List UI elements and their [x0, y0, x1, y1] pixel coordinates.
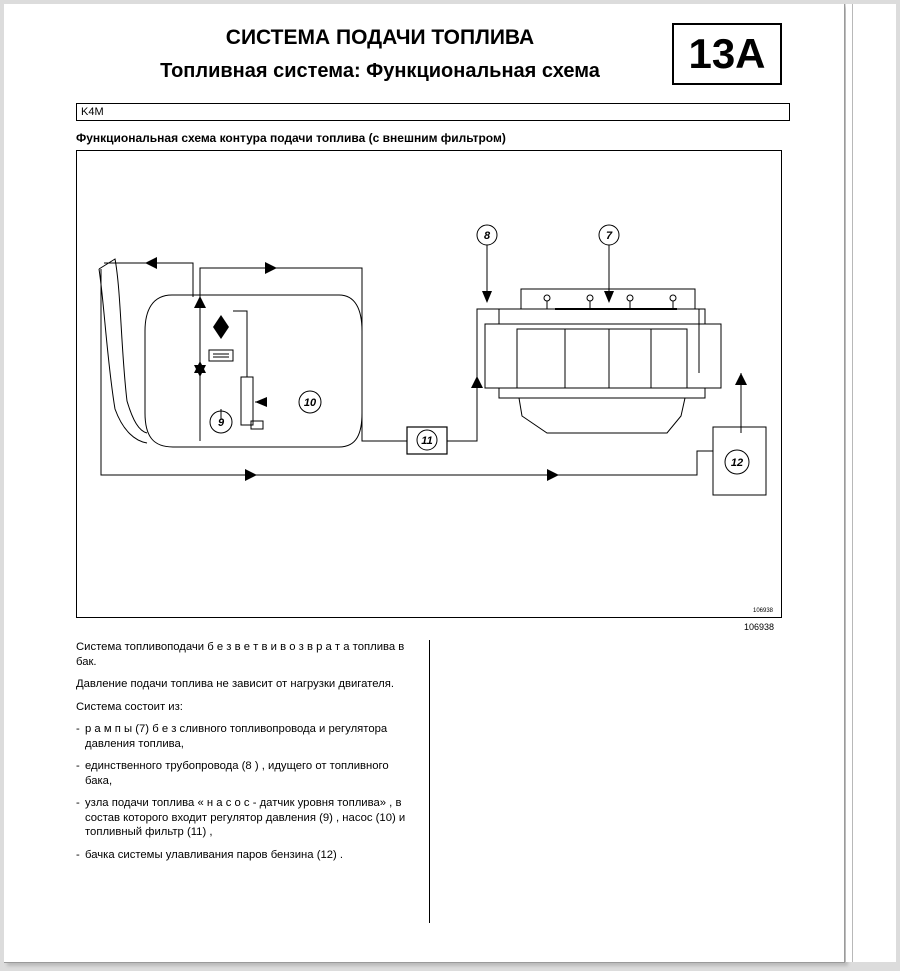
list-item-text: р а м п ы (7) б е з сливного топливопровода и регулятора давления топлива, [85, 723, 388, 750]
column-divider [429, 640, 430, 923]
list-item-text: узла подачи топлива « н а с о с - датчик уровня топлива» , в состав которого входит регулятор давления (9) , насос (10) и топливный фильтр (11) , [85, 797, 406, 838]
description-text [76, 640, 416, 870]
page-edge-line [852, 4, 853, 962]
next-page-edge [846, 4, 896, 962]
list-item: - узла подачи топлива « н а с о с - датчик уровня топлива» , в состав которого входит регулятор давления (9) , насос (10) и топливный фильтр (11) , [76, 797, 406, 838]
callout-8: 8 [483, 230, 491, 242]
paragraph-pressure: Давление подачи топлива не зависит от нагрузки двигателя. [76, 678, 394, 690]
callout-9: 9 [217, 417, 225, 429]
figure-code: 106938 [744, 622, 775, 632]
components-list [76, 722, 416, 862]
engine-code-bar [76, 103, 790, 121]
chapter-badge: 13A [672, 23, 782, 85]
list-item: - р а м п ы (7) б е з сливного топливопровода и регулятора давления топлива, [76, 723, 388, 750]
callout-11: 11 [421, 435, 433, 447]
list-item-text: бачка системы улавливания паров бензина (12) . [85, 848, 344, 861]
figure-small-code: 106938 [753, 608, 774, 614]
paragraph-consists-of: Система состоит из: [76, 700, 183, 713]
engine-code: K4M [81, 106, 104, 118]
list-item: - единственного трубопровода (8 ) , идущего от топливного бака, [76, 760, 389, 787]
fuel-system-diagram [76, 150, 782, 618]
callout-12: 12 [730, 457, 744, 469]
page-title: СИСТЕМА ПОДАЧИ ТОПЛИВА [225, 26, 535, 49]
paragraph-no-return: Система топливоподачи б е з в е т в и в о з в р а т а топлива в бак. [76, 641, 405, 668]
callout-7: 7 [605, 230, 613, 242]
list-item: - бачка системы улавливания паров бензина (12) . [76, 848, 344, 861]
callout-10: 10 [303, 397, 317, 409]
diagram-drawing [77, 151, 783, 619]
figure-caption: Функциональная схема контура подачи топлива (с внешним фильтром) [76, 131, 506, 145]
page-subtitle: Топливная система: Функциональная схема [160, 60, 600, 82]
list-item-text: единственного трубопровода (8 ) , идущего от топливного бака, [85, 760, 389, 787]
